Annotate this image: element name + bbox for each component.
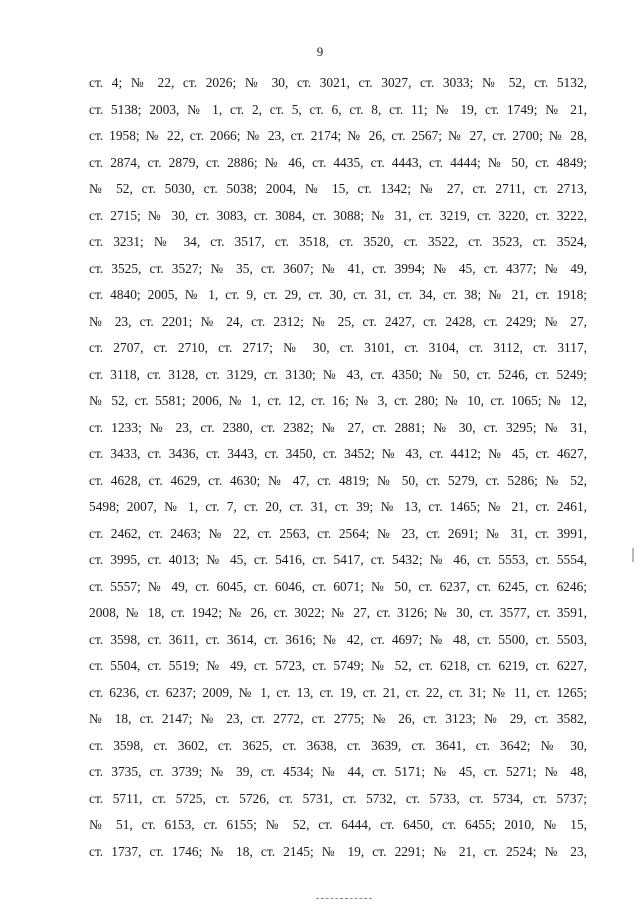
text-line: ст. 3118, ст. 3128, ст. 3129, ст. 3130; № 43, ст. 4350; № 50, ст. 5246, ст. 5249; — [89, 366, 587, 382]
text-line: ст. 1233; № 23, ст. 2380, ст. 2382; № 27, ст. 2881; № 30, ст. 3295; № 31, — [89, 419, 587, 435]
text-line: № 23, ст. 2201; № 24, ст. 2312; № 25, ст. 2427, ст. 2428, ст. 2429; № 27, — [89, 313, 587, 329]
text-line: ст. 4840; 2005, № 1, ст. 9, ст. 29, ст. 30, ст. 31, ст. 34, ст. 38; № 21, ст. 1918; — [89, 287, 587, 302]
text-line: ст. 4628, ст. 4629, ст. 4630; № 47, ст. 4819; № 50, ст. 5279, ст. 5286; № 52, — [89, 472, 587, 488]
text-line: ст. 4; № 22, ст. 2026; № 30, ст. 3021, ст. 3027, ст. 3033; № 52, ст. 5132, — [89, 75, 587, 90]
text-line: 2008, № 18, ст. 1942; № 26, ст. 3022; № 27, ст. 3126; № 30, ст. 3577, ст. 3591, — [89, 605, 587, 620]
text-line: ст. 3598, ст. 3611, ст. 3614, ст. 3616; № 42, ст. 4697; № 48, ст. 5500, ст. 5503, — [89, 631, 587, 647]
text-line: ст. 3995, ст. 4013; № 45, ст. 5416, ст. 5417, ст. 5432; № 46, ст. 5553, ст. 5554, — [89, 552, 587, 567]
bottom-edge-mark — [316, 898, 372, 899]
text-line: № 52, ст. 5581; 2006, № 1, ст. 12, ст. 16; № 3, ст. 280; № 10, ст. 1065; № 12, — [89, 393, 587, 408]
text-line: ст. 2715; № 30, ст. 3083, ст. 3084, ст. 3088; № 31, ст. 3219, ст. 3220, ст. 3222, — [89, 207, 587, 223]
text-line: ст. 1958; № 22, ст. 2066; № 23, ст. 2174; № 26, ст. 2567; № 27, ст. 2700; № 28, — [89, 128, 587, 143]
text-line: № 18, ст. 2147; № 23, ст. 2772, ст. 2775; № 26, ст. 3123; № 29, ст. 3582, — [89, 711, 587, 726]
text-line: ст. 2874, ст. 2879, ст. 2886; № 46, ст. 4435, ст. 4443, ст. 4444; № 50, ст. 4849; — [89, 154, 587, 170]
text-line: ст. 5557; № 49, ст. 6045, ст. 6046, ст. 6071; № 50, ст. 6237, ст. 6245, ст. 6246; — [89, 578, 587, 594]
text-line: 5498; 2007, № 1, ст. 7, ст. 20, ст. 31, ст. 39; № 13, ст. 1465; № 21, ст. 2461, — [89, 499, 587, 514]
text-line: ст. 3433, ст. 3436, ст. 3443, ст. 3450, ст. 3452; № 43, ст. 4412; № 45, ст. 4627, — [89, 446, 587, 461]
text-line: ст. 2707, ст. 2710, ст. 2717; № 30, ст. 3101, ст. 3104, ст. 3112, ст. 3117, — [89, 340, 587, 355]
text-line: ст. 1737, ст. 1746; № 18, ст. 2145; № 19, ст. 2291; № 21, ст. 2524; № 23, — [89, 843, 587, 859]
body-text — [89, 70, 587, 865]
page-number: 9 — [316, 44, 324, 59]
text-line: ст. 3735, ст. 3739; № 39, ст. 4534; № 44, ст. 5171; № 45, ст. 5271; № 48, — [89, 764, 587, 779]
text-line: № 52, ст. 5030, ст. 5038; 2004, № 15, ст. 1342; № 27, ст. 2711, ст. 2713, — [89, 181, 587, 196]
text-line: ст. 5504, ст. 5519; № 49, ст. 5723, ст. 5749; № 52, ст. 6218, ст. 6219, ст. 6227, — [89, 658, 587, 673]
text-line: ст. 2462, ст. 2463; № 22, ст. 2563, ст. 2564; № 23, ст. 2691; № 31, ст. 3991, — [89, 525, 587, 541]
text-line: ст. 3525, ст. 3527; № 35, ст. 3607; № 41, ст. 3994; № 45, ст. 4377; № 49, — [89, 260, 587, 276]
text-line: № 51, ст. 6153, ст. 6155; № 52, ст. 6444, ст. 6450, ст. 6455; 2010, № 15, — [89, 817, 587, 832]
text-line: ст. 3598, ст. 3602, ст. 3625, ст. 3638, ст. 3639, ст. 3641, ст. 3642; № 30, — [89, 737, 587, 753]
text-line: ст. 5711, ст. 5725, ст. 5726, ст. 5731, ст. 5732, ст. 5733, ст. 5734, ст. 5737; — [89, 790, 587, 806]
text-line: ст. 6236, ст. 6237; 2009, № 1, ст. 13, ст. 19, ст. 21, ст. 22, ст. 31; № 11, ст. 1265; — [89, 684, 587, 700]
text-line: ст. 5138; 2003, № 1, ст. 2, ст. 5, ст. 6, ст. 8, ст. 11; № 19, ст. 1749; № 21, — [89, 101, 587, 117]
scan-artifact-mark — [632, 548, 634, 562]
text-line: ст. 3231; № 34, ст. 3517, ст. 3518, ст. 3520, ст. 3522, ст. 3523, ст. 3524, — [89, 234, 587, 249]
